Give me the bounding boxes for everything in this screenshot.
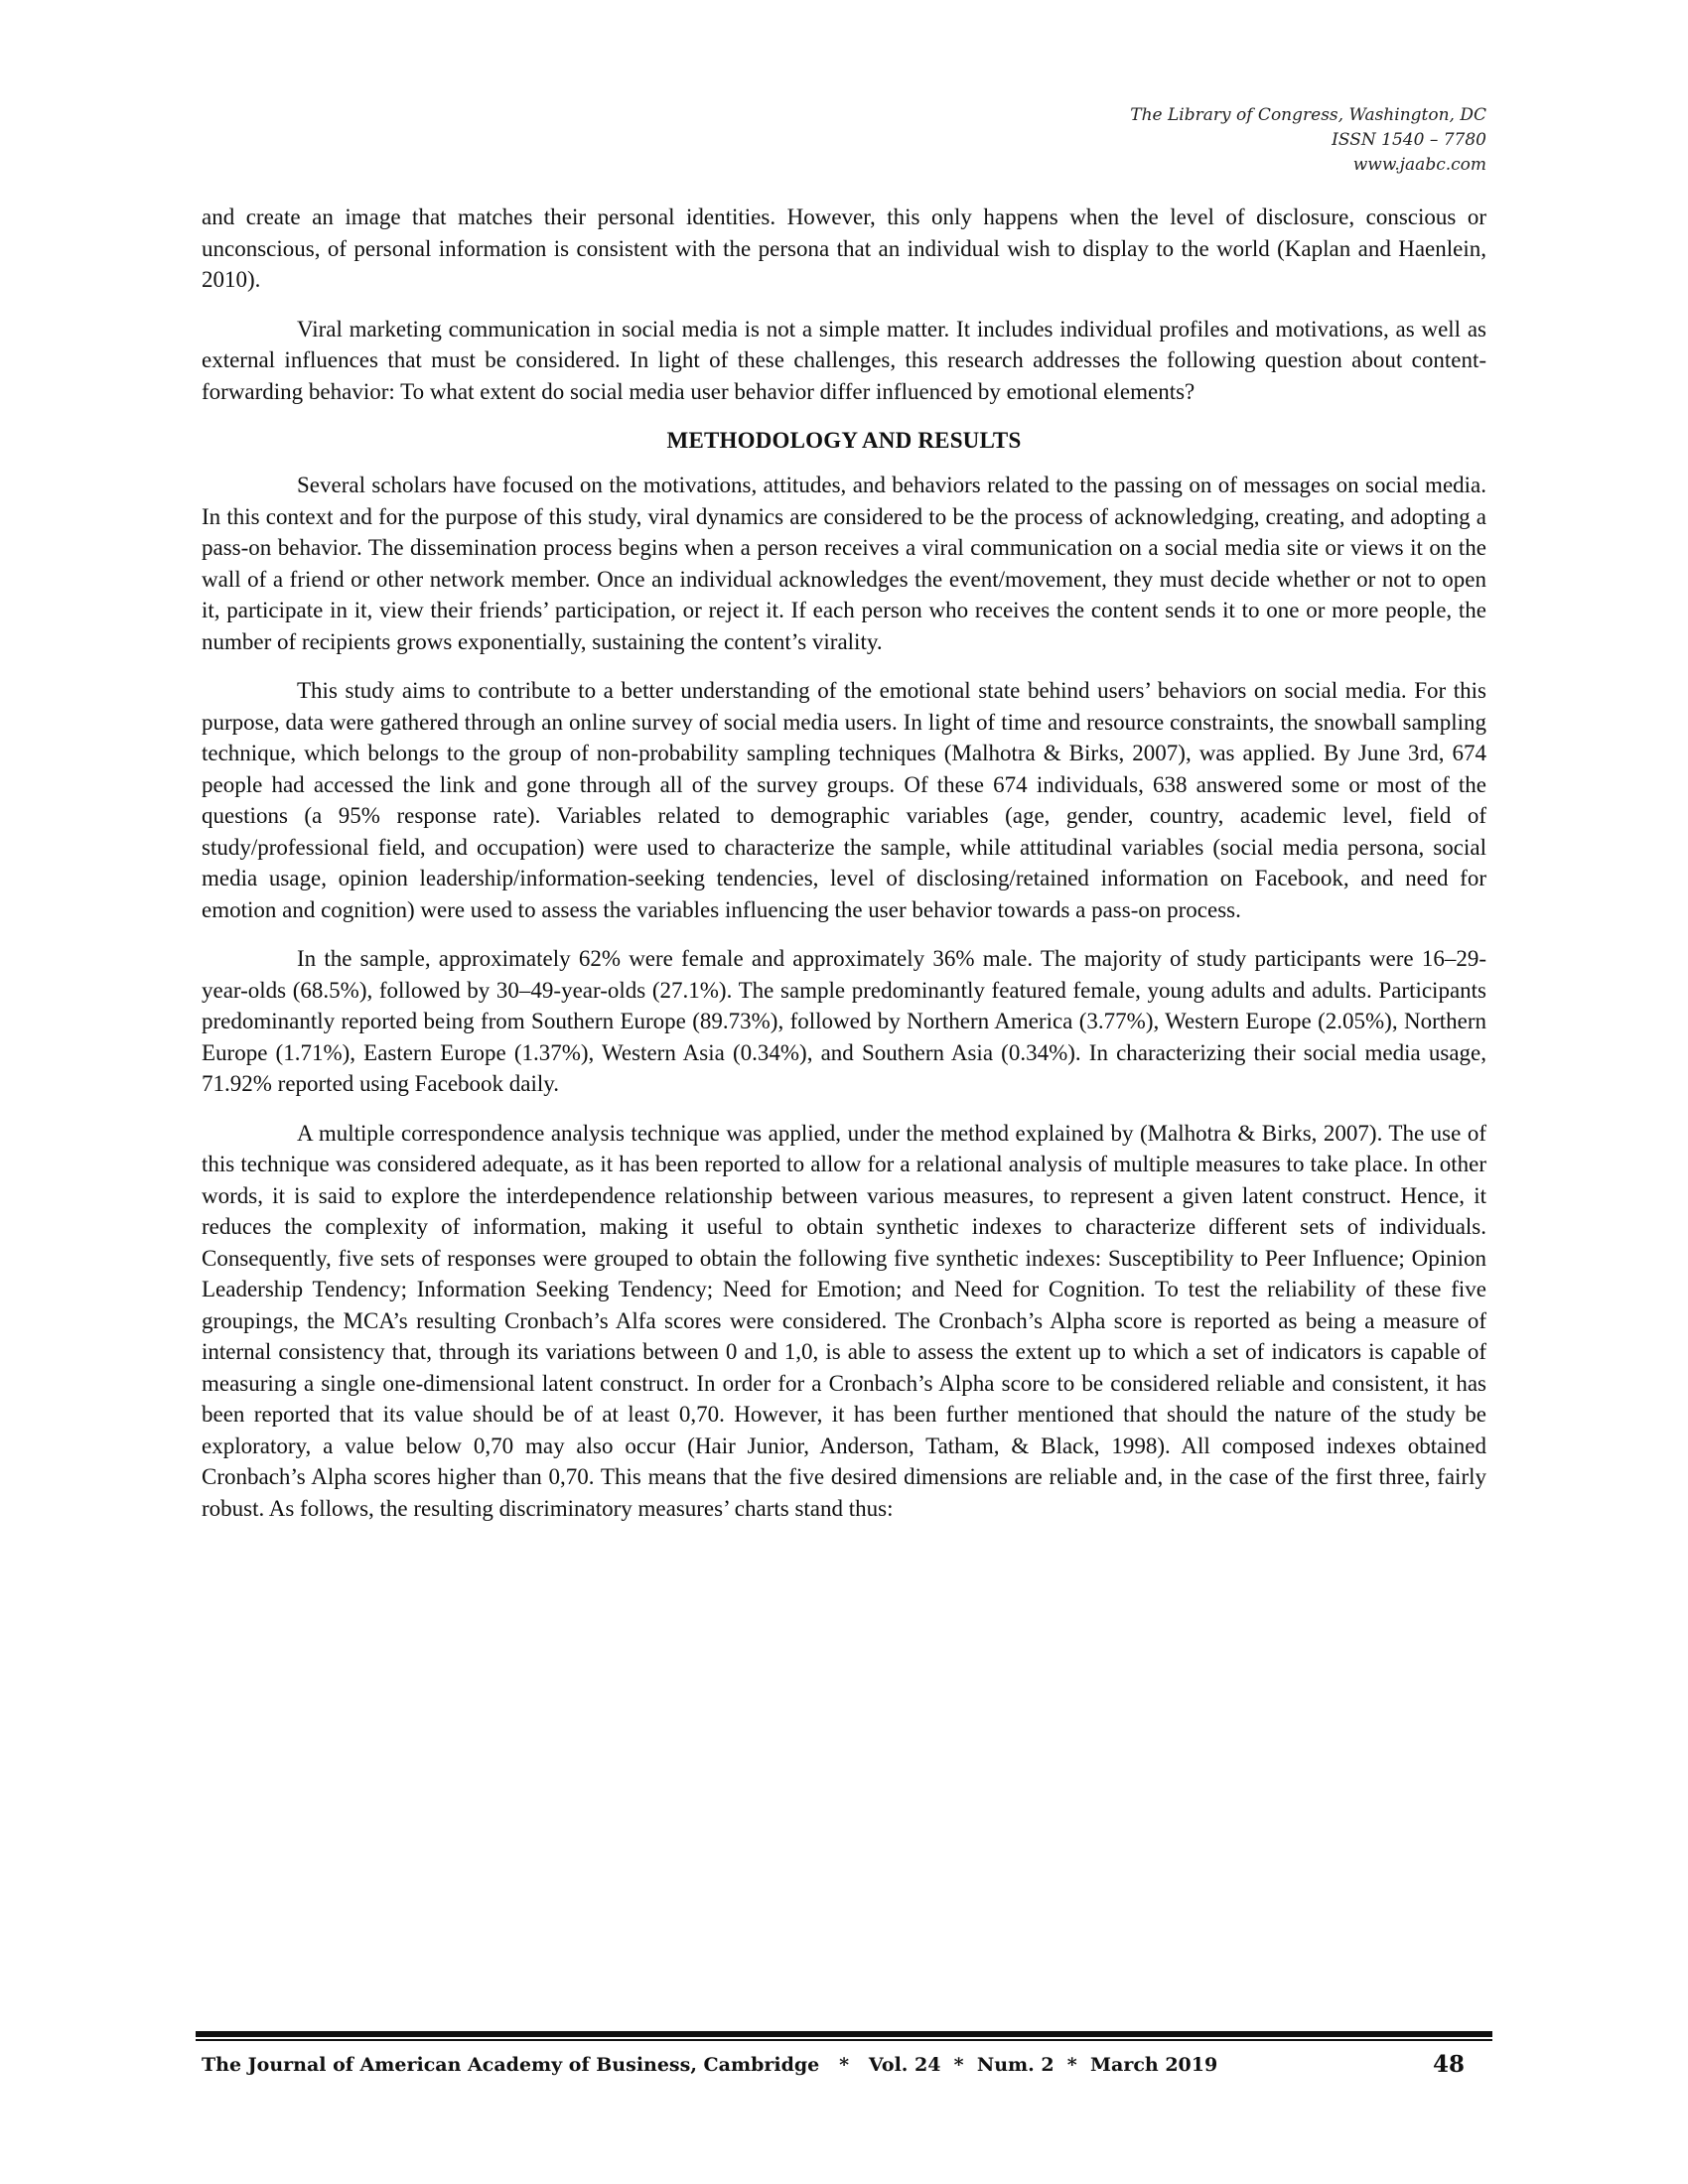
header-library: The Library of Congress, Washington, DC [1130,105,1486,125]
page-number: 48 [1432,2051,1465,2078]
paragraph-motivations: Several scholars have focused on the motivations, attitudes, and behaviors related to the passing on of messages on social media. In this context and for the purpose of this study, viral dynamics are considered to be the process of acknowledging, creating, and adopting a pass-on behavior. The dissemination process begins when a person receives a viral communication on a social media site or views it on the wall of a friend or other network member. Once an individual acknowledges the event/movement, they must decide whether or not to open it, participate in it, view their friends’ participation, or reject it. If each person who receives the content sends it to one or more people, the number of recipients grows exponentially, sustaining the content’s virality. [202,473,1486,654]
page-body [202,202,1486,1542]
footer-rule-thin [196,2039,1492,2041]
header-website: www.jaabc.com [1352,155,1486,175]
header-issn: ISSN 1540 – 7780 [1332,130,1486,150]
paragraph-mca: A multiple correspondence analysis technique was applied, under the method explained by (Malhotra & Birks, 2007). The use of this technique was considered adequate, as it has been reported to allow for a relational analysis of multiple measures to take place. In other words, it is said to explore the interdependence relationship between various measures, to represent a given latent construct. Hence, it reduces the complexity of information, making it useful to obtain synthetic indexes to characterize different sets of individuals. Consequently, five sets of responses were grouped to obtain the following five synthetic indexes: Susceptibility to Peer Influence; Opinion Leadership Tendency; Information Seeking Tendency; Need for Emotion; and Need for Cognition. To test the reliability of these five groupings, the MCA’s resulting Cronbach’s Alfa scores were considered. The Cronbach’s Alpha score is reported as being a measure of internal consistency that, through its variations between 0 and 1,0, is able to assess the extent up to which a set of indicators is capable of measuring a single one-dimensional latent construct. In order for a Cronbach’s Alpha score to be considered reliable and consistent, it has been reported that its value should be of at least 0,70. However, it has been further mentioned that should the nature of the study be exploratory, a value below 0,70 may also occur (Hair Junior, Anderson, Tatham, & Black, 1998). All composed indexes obtained Cronbach’s Alpha scores higher than 0,70. This means that the five desired dimensions are reliable and, in the case of the first three, fairly robust. As follows, the resulting discriminatory measures’ charts stand thus: [202,1120,1486,1521]
footer-rule-thick [196,2031,1492,2037]
paragraph-viral-marketing: Viral marketing communication in social media is not a simple matter. It includes individual profiles and motivations, as well as external influences that must be considered. In light of these challenges, this research addresses the following question about content-forwarding behavior: To what extent do social media user behavior differ influenced by emotional elements? [202,316,1486,404]
footer-journal: The Journal of American Academy of Business, Cambridge * Vol. 24 * Num. 2 * March 2019 [202,2054,1218,2076]
section-heading: METHODOLOGY AND RESULTS [666,428,1022,453]
paragraph-continuation: and create an image that matches their personal identities. However, this only happens when the level of disclosure, conscious or unconscious, of personal information is consistent with the persona that an individual wish to display to the world (Kaplan and Haenlein, 2010). [202,205,1486,292]
paragraph-study-aims: This study aims to contribute to a better understanding of the emotional state behind users’ behaviors on social media. For this purpose, data were gathered through an online survey of social media users. In light of time and resource constraints, the snowball sampling technique, which belongs to the group of non-probability sampling techniques (Malhotra & Birks, 2007), was applied. By June 3rd, 674 people had accessed the link and gone through all of the survey groups. Of these 674 individuals, 638 answered some or most of the questions (a 95% response rate). Variables related to demographic variables (age, gender, country, academic level, field of study/professional field, and occupation) were used to characterize the sample, while attitudinal variables (social media persona, social media usage, opinion leadership/information-seeking tendencies, level of disclosing/retained information on Facebook, and need for emotion and cognition) were used to assess the variables influencing the user behavior towards a pass-on process. [202,678,1486,922]
running-footer [202,2051,1486,2079]
running-header [1130,103,1486,178]
paragraph-sample: In the sample, approximately 62% were female and approximately 36% male. The majority of study participants were 16–29-year-olds (68.5%), followed by 30–49-year-olds (27.1%). The sample predominantly featured female, young adults and adults. Participants predominantly reported being from Southern Europe (89.73%), followed by Northern America (3.77%), Western Europe (2.05%), Northern Europe (1.71%), Eastern Europe (1.37%), Western Asia (0.34%), and Southern Asia (0.34%). In characterizing their social media usage, 71.92% reported using Facebook daily. [202,946,1486,1096]
